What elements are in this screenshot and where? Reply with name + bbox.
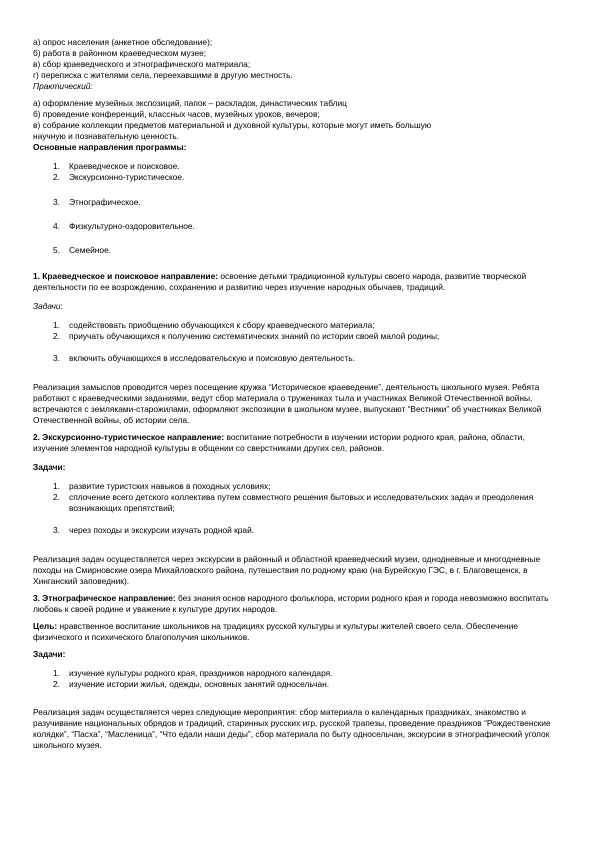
- intro-line: б) работа в районном краеведческом музее;: [33, 48, 207, 58]
- practical-line: научную и познавательную ценность.: [33, 131, 179, 141]
- list-item: 3. включить обучающихся в исследовательскую и поисковую деятельность.: [53, 353, 355, 363]
- intro-line: г) переписка с жителями села, переехавшими в другую местность.: [33, 70, 293, 80]
- practical-list: [33, 98, 553, 153]
- section3-goal: Цель: нравственное воспитание школьников на традициях русской культуры и культуры жителей своего села. Обеспечение физического и психического благополучия школьников.: [33, 621, 518, 642]
- section1-tasks-label: Задачи:: [33, 301, 63, 311]
- list-item: 1. изучение культуры родного края, праздников народного календаря.: [53, 668, 333, 678]
- section2-realization: Реализация задач осуществляется через экскурсии в районный и областной краеведческий музеи, однодневные и многодневные походы на Смирновские озера Михайловского района, путешествия по родному краю (на Бурейскую ГЭС, в г. Благовещенск, в Хинганский заповедник).: [33, 554, 541, 586]
- directions-list: [33, 161, 553, 256]
- list-item: 2. сплочение всего детского коллектива путем совместного решения бытовых и исследовательских задач и преодоления возникающих препятствий;: [53, 492, 534, 513]
- document-page: [33, 37, 553, 751]
- list-item: 5. Семейное.: [53, 245, 112, 255]
- section1-realization: Реализация замыслов проводится через посещение кружка “Историческое краеведение”, деятельность школьного музея. Ребята работают с краеведческими заданиями, ведут сбор материала о тружениках тыла и участниках Великой Отечественной войны, встречаются с земляками-старожилами, оформляют экспозиции в школьном музее, выпускают “Вестники” об участниках Великой Отечественной войны, об истории села.: [33, 382, 542, 425]
- section3-tasks: [33, 668, 553, 690]
- section3-tasks-label: Задачи:: [33, 649, 66, 659]
- list-item: 1. Краеведческое и поисковое.: [53, 161, 180, 171]
- practical-line: б) проведение конференций, классных часов, музейных уроков, вечеров;: [33, 109, 320, 119]
- section2-tasks: [33, 481, 553, 536]
- list-item: 3. Этнографическое.: [53, 197, 141, 207]
- list-item: 2. Экскурсионно-туристическое.: [53, 172, 185, 182]
- intro-line: в) сбор краеведческого и этнографического материала;: [33, 59, 251, 69]
- section3-paragraph: 3. Этнографическое направление: без знания основ народного фольклора, истории родного края и города невозможно воспитать любовь к своей родине и уважение к культуре других народов.: [33, 593, 549, 614]
- list-item: 1. развитие туристских навыков в походных условиях;: [53, 481, 271, 491]
- practical-line: а) оформление музейных экспозиций, папок – раскладок, династических таблиц: [33, 98, 347, 108]
- practical-label: Практический:: [33, 81, 93, 91]
- list-item: 4. Физкультурно-оздоровительное.: [53, 221, 195, 231]
- directions-heading: Основные направления программы:: [33, 142, 187, 152]
- intro-line: а) опрос населения (анкетное обследование);: [33, 37, 213, 47]
- section2-paragraph: 2. Экскурсионно-туристическое направление: воспитание потребности в изучении истории родного края, района, области, изучение элементов народной культуры в общении со сверстниками других сел, районов.: [33, 432, 525, 453]
- practical-line: в) собрание коллекции предметов материальной и духовной культуры, которые могут иметь большую: [33, 120, 432, 130]
- section2-tasks-label: Задачи:: [33, 462, 66, 472]
- section1-tasks: [33, 320, 553, 364]
- section1-paragraph: 1. Краеведческое и поисковое направление: освоение детьми традиционной культуры своего народа, развитие творческой деятельности по ее возрождению, сохранению и развитию через изучение народных обычаев, традиций.: [33, 271, 527, 292]
- intro-list: [33, 37, 553, 92]
- list-item: 1. содействовать приобщению обучающихся к сбору краеведческого материала;: [53, 320, 375, 330]
- list-item: 2. изучение истории жилья, одежды, основных занятий односельчан.: [53, 679, 330, 689]
- list-item: 2. приучать обучающихся к получению систематических знаний по истории своей малой родины;: [53, 331, 440, 341]
- list-item: 3. через походы и экскурсии изучать родной край.: [53, 525, 255, 535]
- section3-realization: Реализация задач осуществляется через следующие мероприятия: сбор материала о календарных праздниках, знакомство и разучивание национальных обрядов и традиций, старинных русских игр, русской трапезы, проведение праздников “Рождественские колядки”, “Пасха”, “Масленица”, “Что едали наши деды”, сбор материала по быту односельчан, экскурсии в этнографический уголок школьного музея.: [33, 707, 551, 750]
